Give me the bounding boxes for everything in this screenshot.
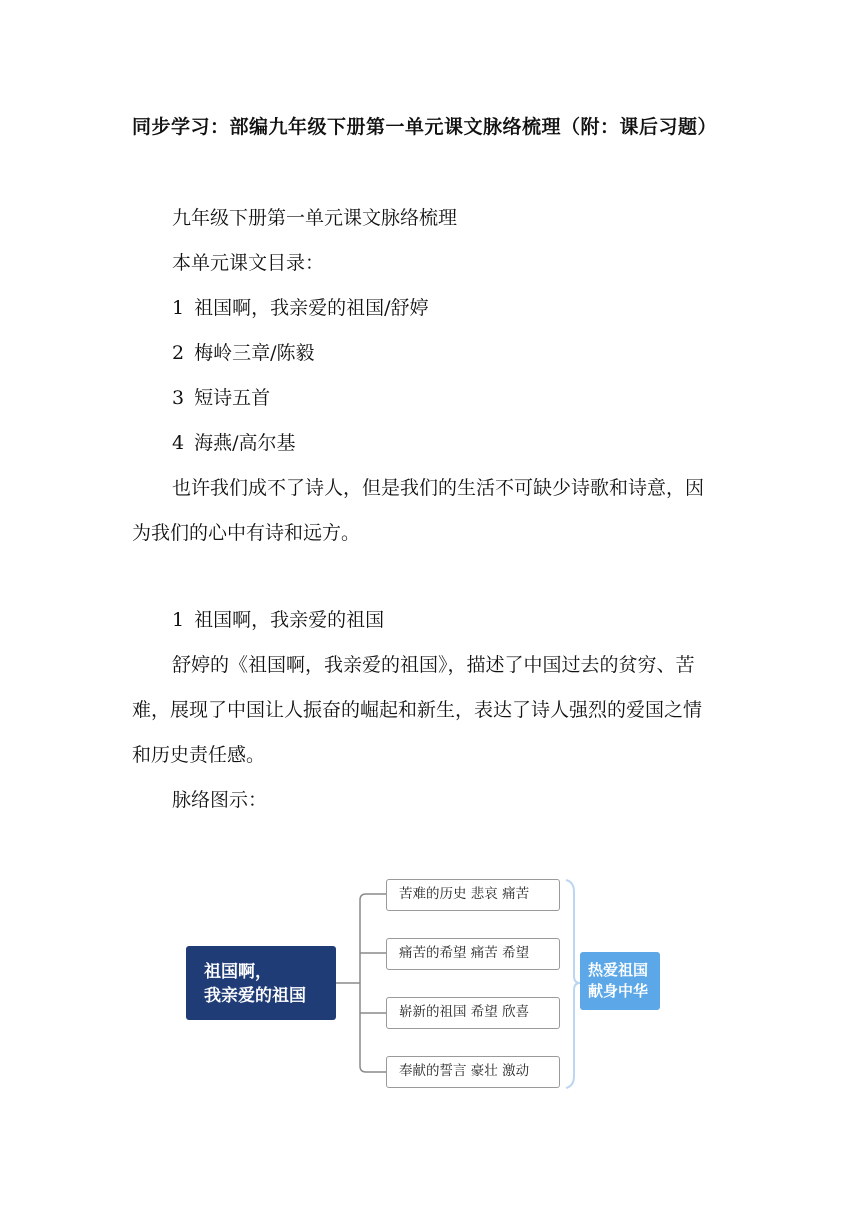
mindmap-branch: 奉献的誓言 豪壮 激动 bbox=[386, 1056, 560, 1088]
toc-item-text: 祖国啊，我亲爱的祖国/舒婷 bbox=[194, 297, 429, 319]
mindmap-summary-line: 热爱祖国 bbox=[588, 961, 649, 979]
toc-item-num: 4 bbox=[172, 432, 185, 454]
section-desc-line: 难，展现了中国让人振奋的崛起和新生，表达了诗人强烈的爱国之情 bbox=[132, 699, 703, 721]
quote-line: 为我们的心中有诗和远方。 bbox=[132, 522, 361, 544]
mindmap-branch: 苦难的历史 悲哀 痛苦 bbox=[386, 879, 560, 911]
mindmap-root-line: 我亲爱的祖国 bbox=[204, 986, 306, 1006]
intro-section bbox=[132, 196, 730, 556]
toc-item-num: 2 bbox=[172, 342, 185, 364]
quote-line: 也许我们成不了诗人，但是我们的生活不可缺少诗歌和诗意，因 bbox=[172, 477, 705, 499]
toc-item bbox=[132, 286, 730, 331]
toc-item-text: 海燕/高尔基 bbox=[194, 432, 296, 454]
section-desc-line: 舒婷的《祖国啊，我亲爱的祖国》，描述了中国过去的贫穷、苦 bbox=[172, 654, 695, 676]
mindmap-root bbox=[186, 946, 336, 1020]
toc-item-num: 3 bbox=[172, 387, 185, 409]
mindmap-branch: 痛苦的希望 痛苦 希望 bbox=[386, 938, 560, 970]
section-title: 祖国啊，我亲爱的祖国 bbox=[194, 609, 385, 631]
toc-item bbox=[132, 421, 730, 466]
mindmap-root-line: 祖国啊， bbox=[204, 962, 272, 982]
mindmap-summary bbox=[580, 952, 660, 1010]
section-1 bbox=[132, 598, 730, 823]
section-heading bbox=[132, 598, 730, 643]
toc-item-text: 梅岭三章/陈毅 bbox=[194, 342, 315, 364]
toc-item bbox=[132, 376, 730, 421]
mindmap-branch: 崭新的祖国 希望 欣喜 bbox=[386, 997, 560, 1029]
intro-heading: 九年级下册第一单元课文脉络梳理 bbox=[172, 207, 458, 229]
diagram-label: 脉络图示： bbox=[172, 789, 268, 811]
mindmap-summary-line: 献身中华 bbox=[588, 982, 649, 1000]
toc-label: 本单元课文目录： bbox=[172, 252, 325, 274]
toc-item-text: 短诗五首 bbox=[194, 387, 271, 409]
section-num: 1 bbox=[172, 609, 185, 631]
document-title: 同步学习：部编九年级下册第一单元课文脉络梳理（附：课后习题） bbox=[132, 116, 718, 138]
section-desc-line: 和历史责任感。 bbox=[132, 744, 266, 766]
toc-item bbox=[132, 331, 730, 376]
toc-item-num: 1 bbox=[172, 297, 185, 319]
